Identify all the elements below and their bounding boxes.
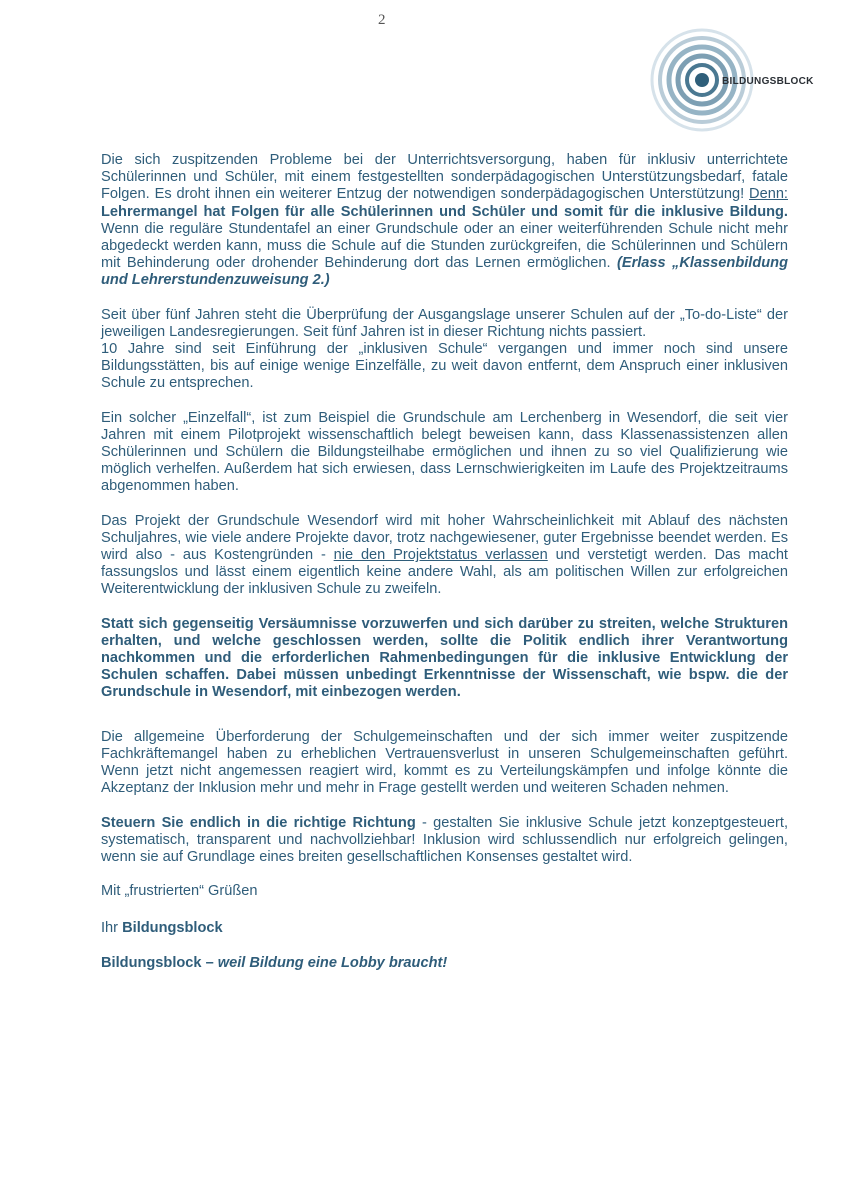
paragraph-einzelfall: Ein solcher „Einzelfall“, ist zum Beispiel die Grundschule am Lerchenberg in Wesendorf, die seit vier Jahren mit einem Pilotprojekt wissenschaftlich belegt beweisen kann, dass Klassenassistenzen allen Schülerinnen und Schülern die Bildungsteilhabe ermöglichen und ihnen zu so viel Qualifizierung wie möglich verhelfen. Außerdem hat sich erwiesen, dass Lernschwierigkeiten im Laufe des Projektzeitraums abgenommen haben. [101, 409, 788, 495]
logo-text: BILDUNGSBLOCK [722, 76, 814, 87]
text: Die sich zuspitzenden Probleme bei der Unterrichtsversorgung, haben für inklusiv unterrichtete Schülerinnen und Schüler, mit einem festgestellten sonderpädagogischen Unterstützungsbedarf, fatale Folgen. Es droht ihnen ein weiterer Entzug der notwendigen sonderpädagogischen Unterstützung! [101, 152, 788, 203]
page-number: 2 [378, 12, 386, 28]
bold-appeal: Statt sich gegenseitig Versäumnisse vorzuwerfen und sich darüber zu streiten, welche Strukturen erhalten, und welche geschlossen werden, sollte die Politik endlich ihrer Verantwortung nachkommen und die erforderlichen Rahmenbedingungen für die inklusive Entwicklung der Schulen schaffen. Dabei müssen unbedingt Erkenntnisse der Wissenschaft, wie bspw. die der Grundschule in Wesendorf, mit einbezogen werden. [101, 615, 788, 701]
paragraph-ueberforderung: Die allgemeine Überforderung der Schulgemeinschaften und der sich immer weiter zuspitzende Fachkräftemangel haben zu erheblichen Vertrauensverlust in unseren Schulgemeinschaften geführt. Wenn jetzt nicht angemessen reagiert wird, kommt es zu Verteilungskämpfen und infolge könnte die Akzeptanz der Inklusion mehr und mehr in Frage gestellt werden und weiteren Schaden nehmen. [101, 728, 788, 797]
signature-org: Bildungsblock – [101, 954, 218, 971]
erlass-reference: (Erlass „Klassenbildung und Lehrerstundenzuweisung 2.) [101, 255, 789, 289]
signature-line-1 [101, 920, 788, 937]
text: und verstetigt werden. Das macht fassungslos und lässt einem eigentlich keine andere Wahl, als am politischen Willen zur erfolgreichen Weiterentwicklung der inklusiven Schule zu zweifeln. [101, 547, 788, 598]
concentric-rings-icon [650, 28, 840, 148]
paragraph-projekt-wesendorf [101, 513, 788, 599]
text: Ihr [101, 920, 123, 937]
paragraph-appeal [101, 616, 788, 702]
paragraph-to-do-liste: Seit über fünf Jahren steht die Überprüfung der Ausgangslage unserer Schulen auf der „To-do-Liste“ der jeweiligen Landesregierungen. Seit fünf Jahren ist in dieser Richtung nichts passiert. [101, 306, 788, 340]
text: Wenn die reguläre Stundentafel an einer Grundschule oder an einer weiterführenden Schule nicht mehr abgedeckt werden kann, muss die Schule auf die Stunden zurückgreifen, die Schülerinnen und Schülern mit Behinderung oder drohender Behinderung dort das Lernen ermöglichen. [101, 220, 788, 272]
text: Das Projekt der Grundschule Wesendorf wird mit hoher Wahrscheinlichkeit mit Ablauf des nächsten Schuljahres, wie viele andere Projekte davor, trotz nachgewiesener, guter Ergebnisse beendet werden. Es wird also - aus Kostengründen - [101, 512, 788, 564]
signature-line-2 [101, 955, 788, 972]
paragraph-unterrichtsversorgung [101, 152, 788, 290]
denn-underlined: Denn: [749, 186, 788, 203]
bold-statement: Lehrermangel hat Folgen für alle Schülerinnen und Schüler und somit für die inklusive Bildung. [101, 203, 788, 220]
letter-body [101, 152, 788, 989]
closing-greeting: Mit „frustrierten“ Grüßen [101, 883, 258, 900]
paragraph-10-jahre: 10 Jahre sind seit Einführung der „inklusiven Schule“ vergangen und immer noch sind unsere Bildungsstätten, bis auf einige wenige Einzelfälle, zu weit davon entfernt, dem Anspruch einer inklusiven Schule zu entsprechen. [101, 341, 788, 392]
bold-richtung: Steuern Sie endlich in die richtige Richtung [101, 814, 416, 831]
text: - gestalten Sie inklusive Schule jetzt konzeptgesteuert, systematisch, transparent und nachvollziehbar! Inklusion wird schlussendlich nur erfolgreich gelingen, wenn sie auf Grundlage eines breiten gesellschaftlichen Konsenses gestaltet wird. [101, 814, 788, 865]
signature-name: Bildungsblock [122, 920, 223, 937]
underlined-phrase: nie den Projektstatus verlassen [333, 547, 548, 564]
bildungsblock-logo [650, 28, 840, 148]
slogan: weil Bildung eine Lobby braucht! [217, 954, 448, 971]
paragraph-richtung [101, 815, 788, 867]
